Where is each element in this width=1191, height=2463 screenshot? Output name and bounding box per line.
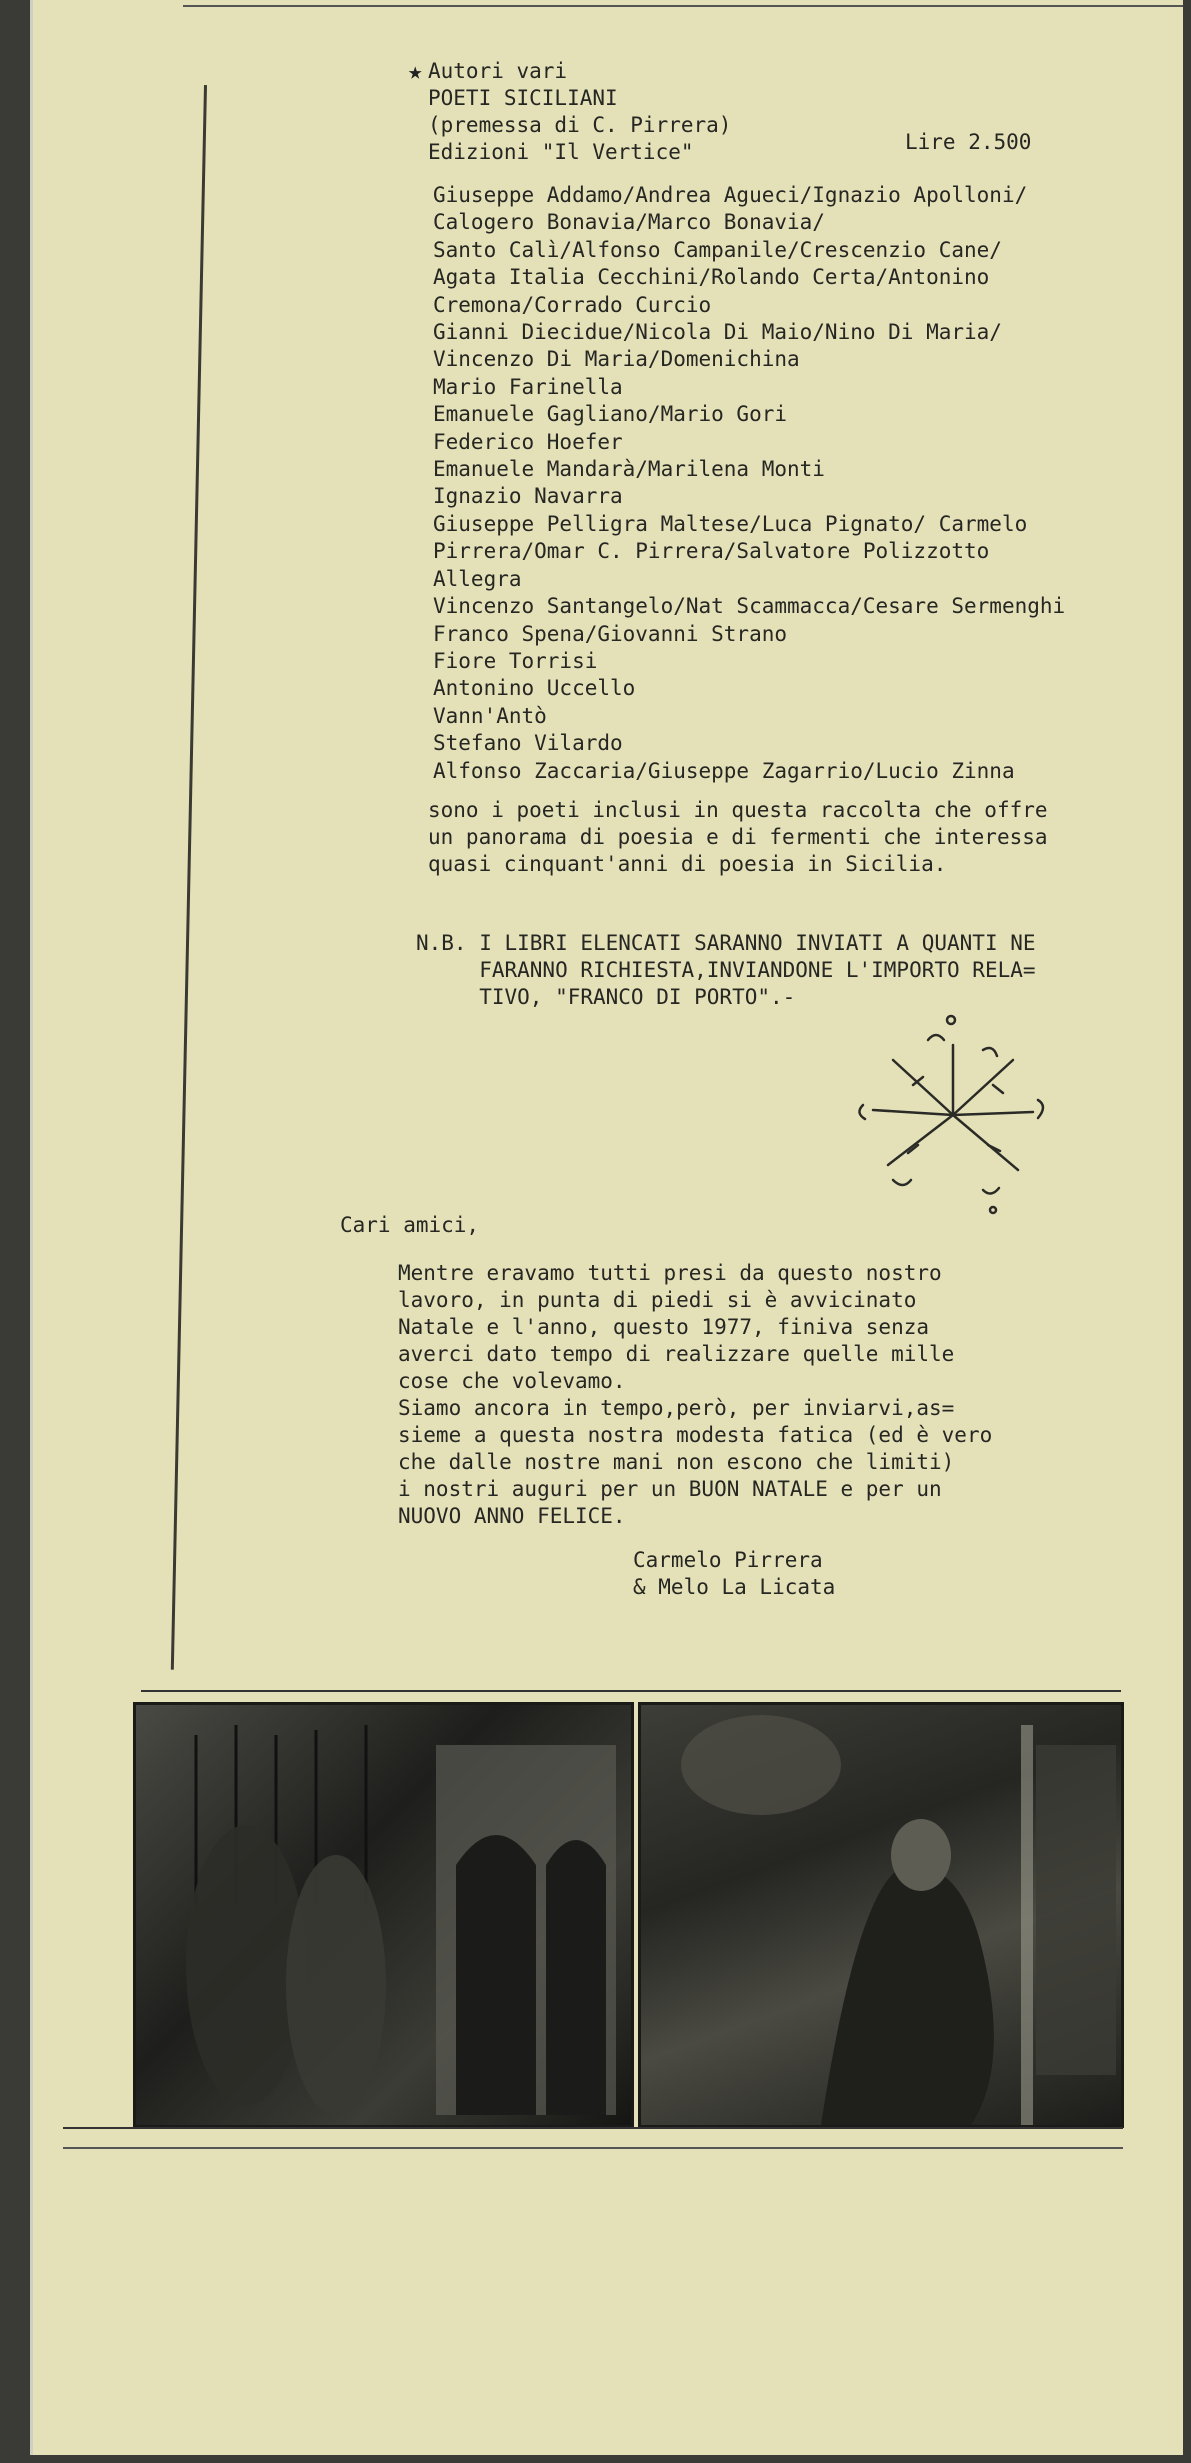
greeting: Cari amici,: [340, 1213, 480, 1237]
painting-left-image: [133, 1702, 634, 2128]
letter-body: Mentre eravamo tutti presi da questo nostro lavoro, in punta di piedi si è avvicinato Natale e l'anno, questo 1977, finiva senza averci dato tempo di realizzare quelle mille cose che volevamo. Siamo ancora in tempo,però, per inviarvi,as= sieme a questa nostra modesta fatica (ed è vero che dalle nostre mani non escono che limiti) i nostri auguri per un BUON NATALE e per un NUOVO ANNO FELICE.: [398, 1261, 993, 1528]
painting-right-sketch: [641, 1705, 1121, 2125]
book-title: POETI SICILIANI: [428, 86, 618, 110]
separator-line: [141, 1690, 1121, 1692]
text-area: [33, 0, 1183, 1690]
signature: Carmelo Pirrera & Melo La Licata: [633, 1548, 836, 1599]
bottom-separator-line: [63, 2127, 1123, 2129]
star-icon: ★: [408, 57, 423, 85]
poets-list: Giuseppe Addamo/Andrea Agueci/Ignazio Apolloni/ Calogero Bonavia/Marco Bonavia/ Santo Calì/Alfonso Campanile/Crescenzio Cane/ Agata Italia Cecchini/Rolando Certa/Antonino Cremona/Corrado Curcio Gianni Diecidue/Nicola Di Maio/Nino Di Maria/ Vincenzo Di Maria/Domenichina Mario Farinella Emanuele Gagliano/Mario Gori Federico Hoefer Emanuele Mandarà/Marilena Monti Ignazio Navarra Giuseppe Pelligra Maltese/Luca Pignato/ Carmelo Pirrera/Omar C. Pirrera/Salvatore Polizzotto Allegra Vincenzo Santangelo/Nat Scammacca/Cesare Sermenghi Franco Spena/Giovanni Strano Fiore Torrisi Antonino Uccello Vann'Antò Stefano Vilardo Alfonso Zaccaria/Giuseppe Zagarrio/Lucio Zinna: [433, 183, 1066, 783]
decorative-glyph-seal: [833, 1000, 1073, 1230]
publisher: Edizioni "Il Vertice": [428, 140, 694, 164]
painting-left-sketch: [136, 1705, 631, 2125]
bottom-separator-line-2: [63, 2147, 1123, 2149]
author-line: Autori vari: [428, 59, 568, 83]
collection-description: sono i poeti inclusi in questa raccolta che offre un panorama di poesia e di fermenti che interessa quasi cinquant'anni di poesia in Sicilia.: [428, 798, 1048, 876]
painting-right-image: [638, 1702, 1124, 2128]
book-header: [428, 58, 731, 166]
document-page: [30, 0, 1183, 2455]
preface-credit: (premessa di C. Pirrera): [428, 113, 732, 137]
nota-bene: N.B. I LIBRI ELENCATI SARANNO INVIATI A QUANTI NE FARANNO RICHIESTA,INVIANDONE L'IMPORTO RELA= TIVO, "FRANCO DI PORTO".-: [416, 931, 1036, 1009]
price: Lire 2.500: [905, 130, 1032, 154]
